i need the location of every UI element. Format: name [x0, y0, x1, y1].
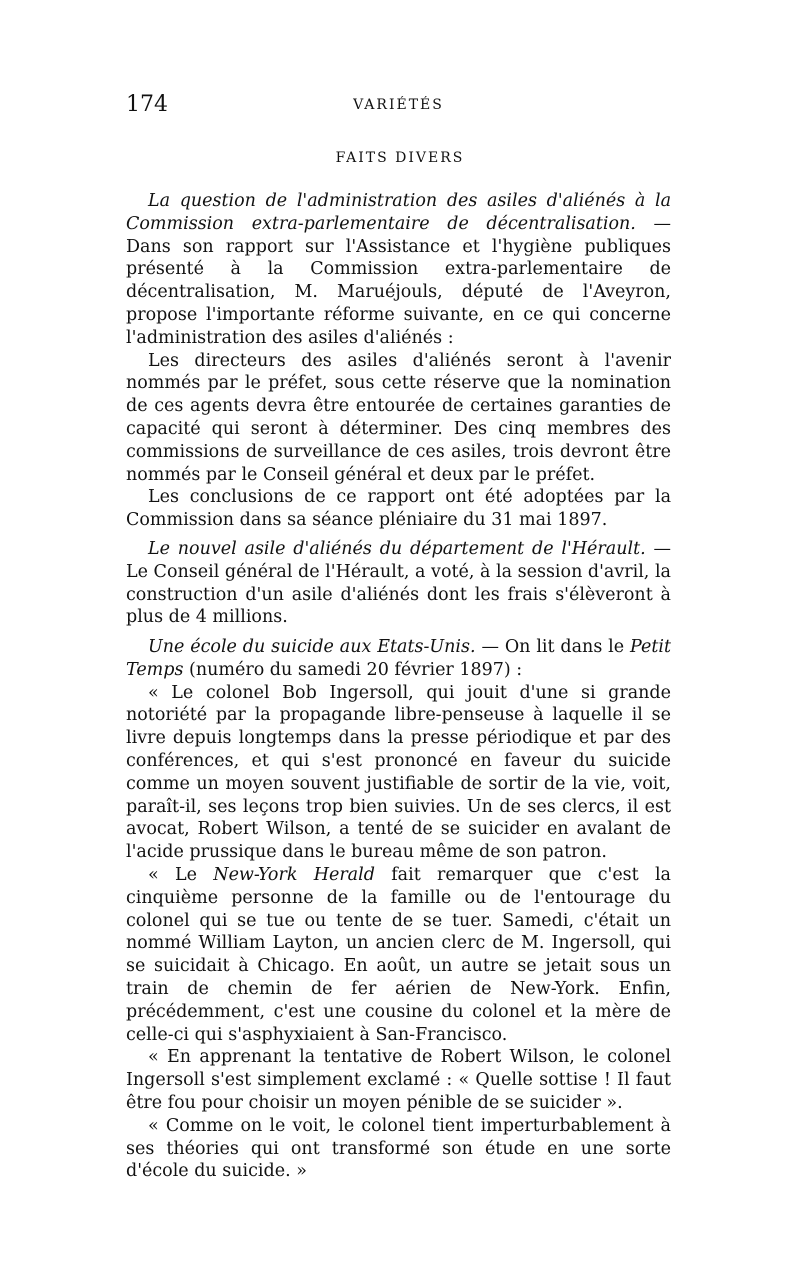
article-paragraph: Les directeurs des asiles d'aliénés seront à l'avenir nommés par le préfet, sous cette réserve que la nomination de ces agents devra être entourée de certaines garanties de capacité qui seront à déterminer. Des cinq membres des commissions de surveillance de ces asiles, trois devront être nommés par le Conseil général et deux par le préfet. [126, 350, 671, 485]
article-lead-paragraph [126, 538, 671, 629]
article-lead-text: — Dans son rapport sur l'Assistance et l'hygiène publiques présenté à la Commission extra-parlementaire de décentralisation, M. Maruéjouls, député de l'Aveyron, propose l'importante réforme suivante, en ce qui concerne l'administration des asiles d'aliénés : [126, 213, 671, 348]
article-lead-text: — Le Conseil général de l'Hérault, a voté, à la session d'avril, la construction d'un asile d'aliénés dont les frais s'élèveront à plus de 4 millions. [126, 539, 671, 628]
article-lead-paragraph [126, 636, 671, 682]
article-paragraph [126, 864, 671, 1046]
article-paragraph: « Le colonel Bob Ingersoll, qui jouit d'une si grande notoriété par la propagande libre-penseuse à laquelle il se livre depuis longtemps dans la presse périodique et par des conférences, et qui s'est prononcé en faveur du suicide comme un moyen souvent justifiable de sortir de la vie, voit, paraît-il, ses leçons trop bien suivies. Un de ses clercs, il est avocat, Robert Wilson, a tenté de se suicider en avalant de l'acide prussique dans le bureau même de son patron. [126, 682, 671, 863]
article-paragraph: Les conclusions de ce rapport ont été adoptées par la Commission dans sa séance pléniaire du 31 mai 1897. [126, 487, 671, 531]
page-header [126, 92, 671, 122]
article-asile-herault [126, 538, 671, 629]
running-head: VARIÉTÉS [353, 97, 444, 113]
article-ecole-suicide [126, 636, 671, 1183]
paragraph-text: fait remarquer que c'est la cinquième personne de la famille ou de l'entourage du colonel qui se tue ou tente de se tuer. Samedi, c'était un nommé William Layton, un ancien clerc de M. Ingersoll, qui se suicidait à Chicago. En août, un autre se jetait sous un train de chemin de fer aérien de New-York. Enfin, précédemment, c'est une cousine du colonel et la mère de celle-ci qui s'asphyxiaient à San-Francisco. [126, 864, 671, 1045]
article-asiles-administration [126, 190, 671, 532]
article-heading: Le nouvel asile d'aliénés du département de l'Hérault. [148, 539, 646, 559]
section-title: FAITS DIVERS [335, 150, 465, 166]
article-heading: La question de l'administration des asiles d'aliénés à la Commission extra-parlementaire de décentralisation. [126, 191, 671, 234]
article-paragraph: « Comme on le voit, le colonel tient imperturbablement à ses théories qui ont transformé son étude en une sorte d'école du suicide. » [126, 1115, 671, 1182]
newspaper-title: Petit Temps [126, 637, 672, 680]
page-number: 174 [126, 92, 168, 117]
paragraph-text: « Le [148, 864, 214, 885]
newspaper-title: New-York Herald [213, 864, 375, 885]
article-paragraph: « En apprenant la tentative de Robert Wilson, le colonel Ingersoll s'est simplement exclamé : « Quelle sottise ! Il faut être fou pour choisir un moyen pénible de se suicider ». [126, 1047, 671, 1113]
article-lead-text: — On lit dans le [475, 637, 630, 657]
article-lead-text: (numéro du samedi 20 février 1897) : [183, 659, 523, 680]
article-lead-paragraph [126, 190, 671, 350]
article-heading: Une école du suicide aux Etats-Unis. [148, 637, 476, 657]
